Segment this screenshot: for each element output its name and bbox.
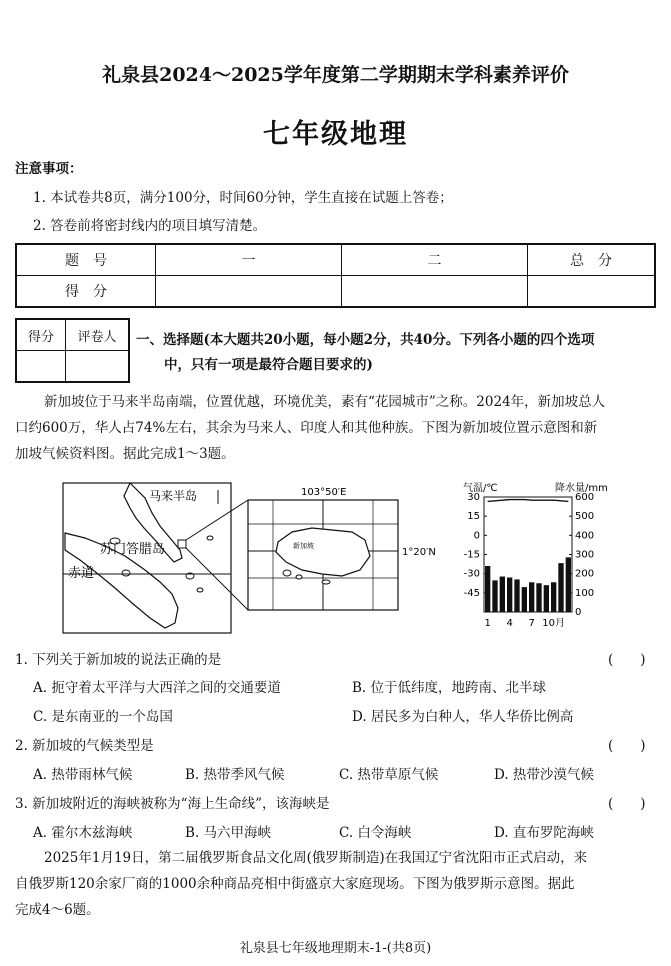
- section1-heading-line2: 中，只有一项是最符合题目要求的): [164, 357, 373, 373]
- precip-tick-label: 0: [575, 607, 582, 618]
- question-1-stem: 1. 下列关于新加坡的说法正确的是: [15, 652, 222, 668]
- malay-peninsula-label-text: 马来半岛: [149, 489, 198, 503]
- question-1-option-c: C. 是东南亚的一个岛国: [33, 709, 173, 725]
- passage2-line3: 完成4～6题。: [15, 902, 100, 918]
- singapore-label: 新加坡: [293, 542, 314, 550]
- precip-tick-label: 500: [575, 511, 595, 523]
- question-2-answer-blank[interactable]: ( ): [608, 738, 646, 754]
- temp-axis-title: 气温/℃: [463, 483, 498, 494]
- passage1-line2: 口约600万，华人占74%左右，其余为马来人、印度人和其他种族。下图为新加坡位置示意图和新: [15, 420, 598, 436]
- precipitation-bar: [500, 577, 505, 612]
- grader-score-label: 得分: [16, 319, 66, 351]
- score-cell-part2[interactable]: [342, 276, 528, 308]
- grader-table: [15, 318, 130, 383]
- month-tick-label: 7: [528, 618, 535, 628]
- question-3-option-d: D. 直布罗陀海峡: [494, 825, 594, 841]
- score-table-score-label: 得 分: [16, 276, 156, 308]
- island-shape: [207, 536, 213, 540]
- singapore-inset-map: [248, 487, 436, 610]
- question-3-answer-blank[interactable]: ( ): [608, 796, 646, 812]
- notes-item-2: 2. 答卷前将密封线内的项目填写清楚。: [33, 218, 267, 234]
- month-tick-label: 1: [484, 618, 491, 628]
- score-table-header-question: 题 号: [16, 244, 156, 276]
- question-3-option-a: A. 霍尔木兹海峡: [33, 825, 133, 841]
- question-3-stem: 3. 新加坡附近的海峡被称为“海上生命线”，该海峡是: [15, 796, 330, 812]
- score-cell-part1[interactable]: [156, 276, 342, 308]
- temperature-line: [488, 500, 569, 502]
- precipitation-bar: [529, 582, 534, 612]
- precipitation-bar: [492, 580, 497, 612]
- precipitation-bar: [507, 578, 512, 613]
- passage2-line2: 自俄罗斯120余家厂商的1000余种商品亮相中街盛京大家庭现场。下图为俄罗斯示意图。据此: [15, 876, 575, 892]
- temp-tick-label: -15: [463, 549, 480, 561]
- malay-peninsula-label: [149, 488, 197, 503]
- precipitation-bar: [566, 557, 571, 612]
- score-table-header-part2: 二: [342, 244, 528, 276]
- grader-name-cell[interactable]: [66, 351, 130, 383]
- score-table-header-total: 总 分: [528, 244, 656, 276]
- question-1-option-d: D. 居民多为白种人，华人华侨比例高: [352, 709, 574, 725]
- temp-tick-label: 15: [467, 511, 480, 523]
- precipitation-bar: [485, 566, 490, 612]
- precip-axis-title: 降水量/mm: [555, 483, 608, 494]
- month-tick-label: 10月: [542, 618, 566, 628]
- precip-tick-label: 600: [575, 492, 595, 503]
- precip-tick-label: 100: [575, 587, 595, 599]
- temp-tick-label: -30: [463, 568, 480, 580]
- longitude-label: 103°50′E: [301, 487, 347, 498]
- temp-tick-label: -45: [463, 587, 480, 599]
- sumatra-island-label: 苏门答腊岛: [100, 542, 166, 557]
- question-1-option-b: B. 位于低纬度，地跨南、北半球: [352, 680, 547, 696]
- precipitation-bar: [544, 585, 549, 612]
- islet-shape: [322, 580, 330, 584]
- precip-tick-label: 300: [575, 549, 595, 561]
- grader-score-cell[interactable]: [16, 351, 66, 383]
- section1-heading: 一、选择题(本大题共20小题，每小题2分，共40分。下列各小题的四个选项: [136, 332, 595, 348]
- temp-tick-label: 30: [467, 492, 480, 503]
- score-cell-total[interactable]: [528, 276, 656, 308]
- precip-tick-label: 400: [575, 530, 595, 542]
- question-1-answer-blank[interactable]: ( ): [608, 652, 646, 668]
- precip-tick-label: 200: [575, 568, 595, 580]
- island-shape: [122, 570, 130, 576]
- score-table-header-part1: 一: [156, 244, 342, 276]
- question-2-stem: 2. 新加坡的气候类型是: [15, 738, 154, 754]
- month-tick-label: 4: [506, 618, 513, 628]
- passage1-line1: 新加坡位于马来半岛南端，位置优越，环境优美，素有“花园城市”之称。2024年，新加坡总人: [44, 394, 606, 410]
- question-3-option-b: B. 马六甲海峡: [185, 825, 272, 841]
- score-table: [15, 243, 656, 308]
- exam-title: 礼泉县2024～2025学年度第二学期期末学科素养评价: [102, 64, 569, 86]
- singapore-location-map: [60, 478, 440, 638]
- precipitation-bar: [558, 563, 563, 612]
- question-1-option-a: A. 扼守着太平洋与大西洋之间的交通要道: [33, 680, 281, 696]
- grader-name-label: 评卷人: [66, 319, 130, 351]
- question-2-option-b: B. 热带季风气候: [185, 767, 285, 783]
- question-2-option-c: C. 热带草原气候: [339, 767, 439, 783]
- islet-shape: [296, 575, 302, 579]
- temp-tick-label: 0: [473, 530, 480, 542]
- question-2-option-d: D. 热带沙漠气候: [494, 767, 594, 783]
- page-footer: 礼泉县七年级地理期末-1-(共8页): [239, 941, 432, 956]
- precipitation-bar: [536, 583, 541, 612]
- climate-chart: [458, 478, 658, 628]
- question-3-option-c: C. 白令海峡: [339, 825, 412, 841]
- notes-item-1: 1. 本试卷共8页，满分100分，时间60分钟，学生直接在试题上答卷；: [33, 190, 453, 206]
- precipitation-bar: [551, 582, 556, 612]
- latitude-label: 1°20′N: [402, 547, 436, 558]
- precipitation-bar: [522, 587, 527, 612]
- notes-heading: 注意事项：: [15, 161, 83, 177]
- exam-subtitle: 七年级地理: [263, 119, 408, 150]
- equator-label: 赤道: [68, 566, 95, 581]
- precipitation-bar: [514, 579, 519, 612]
- island-shape: [197, 588, 203, 592]
- islet-shape: [283, 570, 291, 576]
- question-2-option-a: A. 热带雨林气候: [33, 767, 133, 783]
- passage1-line3: 加坡气候资料图。据此完成1～3题。: [15, 446, 235, 462]
- passage2-line1: 2025年1月19日，第二届俄罗斯食品文化周(俄罗斯制造)在我国辽宁省沈阳市正式启动，来: [44, 850, 588, 866]
